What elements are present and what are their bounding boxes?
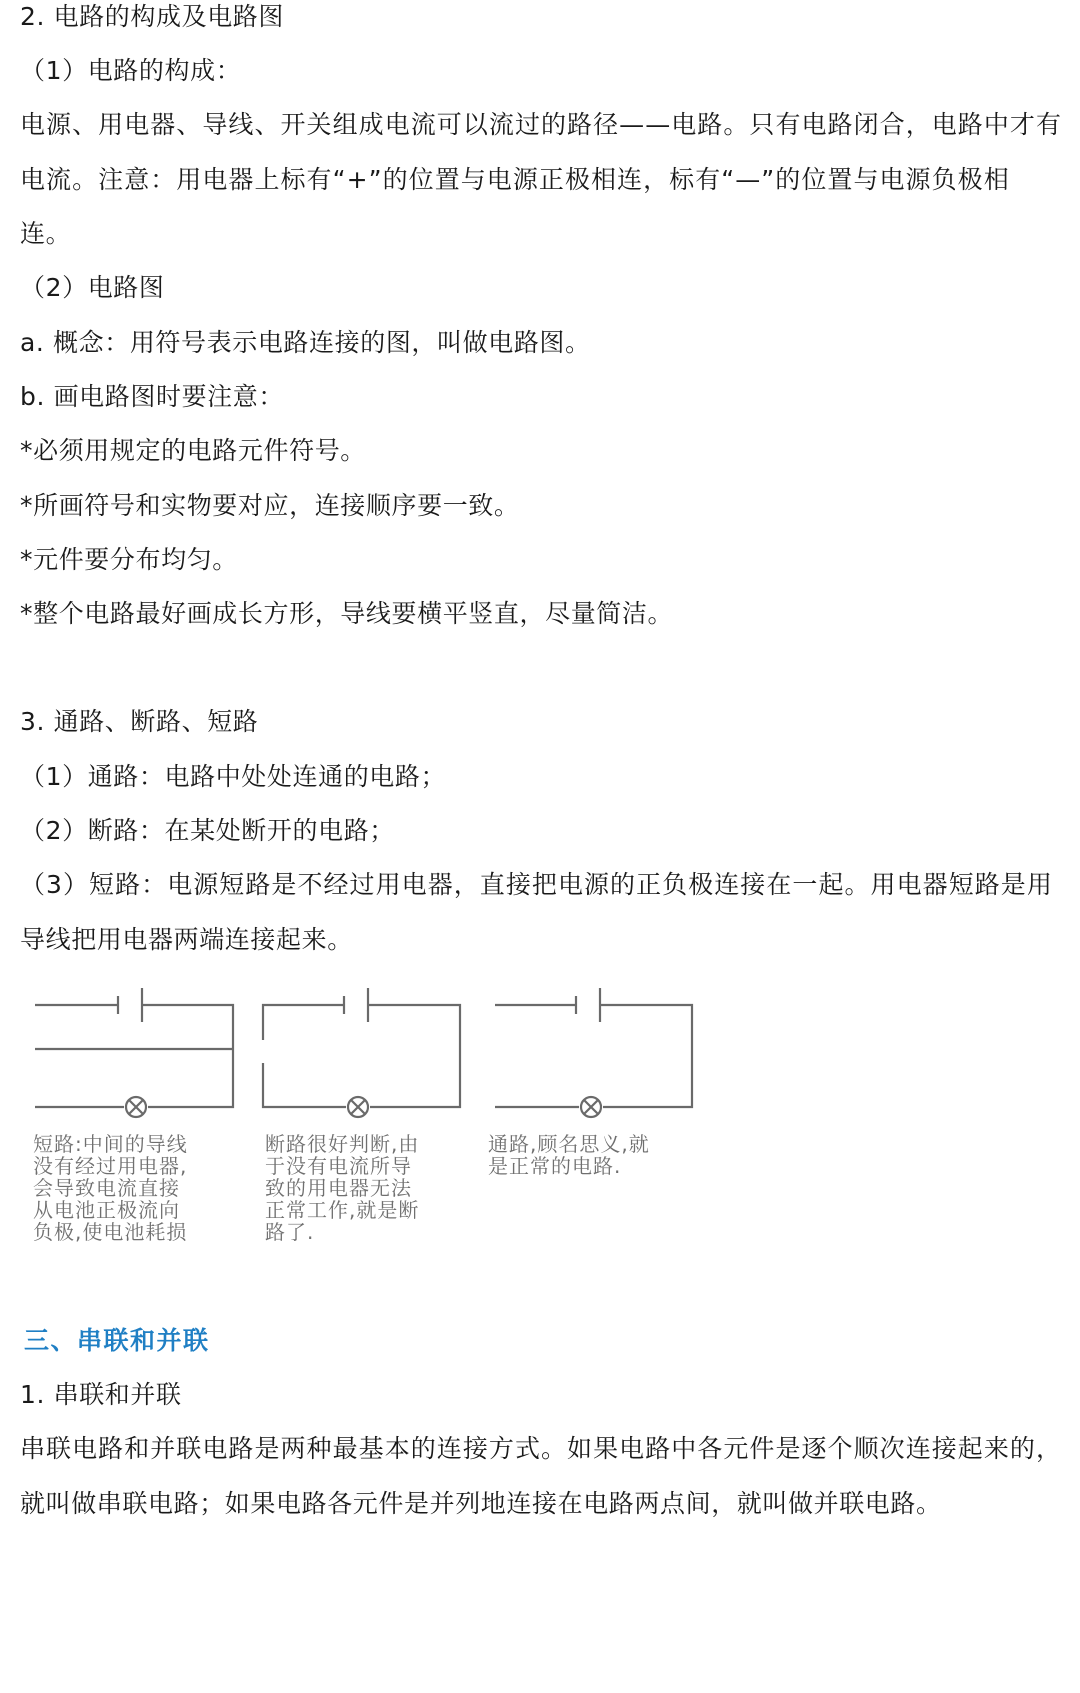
- short-caption-3: 会导致电流直接: [33, 1176, 180, 1200]
- short-caption-2: 没有经过用电器,: [33, 1154, 188, 1178]
- section3-item-1: （1）通路：电路中处处连通的电路；: [20, 762, 447, 791]
- section3-title: 3. 通路、断路、短路: [20, 707, 259, 736]
- open-caption-4: 正常工作,就是断: [265, 1198, 420, 1222]
- section3-item-3: （3）短路：电源短路是不经过用电器，直接把电源的正负极连接在一起。用电器短路是用: [20, 870, 1053, 899]
- section2-note-2: *所画符号和实物要对应，连接顺序要一致。: [20, 491, 520, 520]
- open-circuit-diagram: [258, 985, 468, 1115]
- section2-note-4: *整个电路最好画成长方形，导线要横平竖直，尽量简洁。: [20, 599, 674, 628]
- section-three-para-line1: 串联电路和并联电路是两种最基本的连接方式。如果电路中各元件是逐个顺次连接起来的，: [20, 1434, 1063, 1463]
- open-caption-5: 路了.: [265, 1220, 315, 1244]
- closed-caption-2: 是正常的电路.: [488, 1154, 622, 1178]
- short-caption-4: 从电池正极流向: [33, 1198, 180, 1222]
- short-caption-5: 负极,使电池耗损: [33, 1220, 188, 1244]
- section2-notes-heading: b. 画电路图时要注意：: [20, 382, 284, 411]
- section2-concept: a. 概念：用符号表示电路连接的图，叫做电路图。: [20, 328, 591, 357]
- closed-circuit-diagram: [490, 985, 700, 1115]
- section2-para1-line2: 电流。注意：用电器上标有“+”的位置与电源正极相连，标有“—”的位置与电源负极相: [20, 165, 1010, 194]
- section3-item-2: （2）断路：在某处断开的电路；: [20, 816, 395, 845]
- section2-sub1: （1）电路的构成：: [20, 56, 242, 85]
- section2-para1-line1: 电源、用电器、导线、开关组成电流可以流过的路径——电路。只有电路闭合，电路中才有: [20, 110, 1063, 139]
- section3-item-3-cont: 导线把用电器两端连接起来。: [20, 925, 353, 954]
- short-circuit-diagram: [30, 985, 240, 1115]
- section2-title: 2. 电路的构成及电路图: [20, 2, 285, 31]
- section2-note-3: *元件要分布均匀。: [20, 545, 238, 574]
- section-three-para-line2: 就叫做串联电路；如果电路各元件是并列地连接在电路两点间，就叫做并联电路。: [20, 1489, 942, 1518]
- section-three-heading: 三、串联和并联: [24, 1326, 210, 1355]
- open-caption-1: 断路很好判断,由: [265, 1132, 420, 1156]
- short-caption-1: 短路:中间的导线: [33, 1132, 188, 1156]
- open-caption-3: 致的用电器无法: [265, 1176, 412, 1200]
- section2-para1-line3: 连。: [20, 219, 72, 248]
- section2-note-1: *必须用规定的电路元件符号。: [20, 436, 366, 465]
- open-caption-2: 于没有电流所导: [265, 1154, 412, 1178]
- section2-sub2: （2）电路图: [20, 273, 165, 302]
- section-three-title: 1. 串联和并联: [20, 1380, 182, 1409]
- closed-caption-1: 通路,顾名思义,就: [488, 1132, 650, 1156]
